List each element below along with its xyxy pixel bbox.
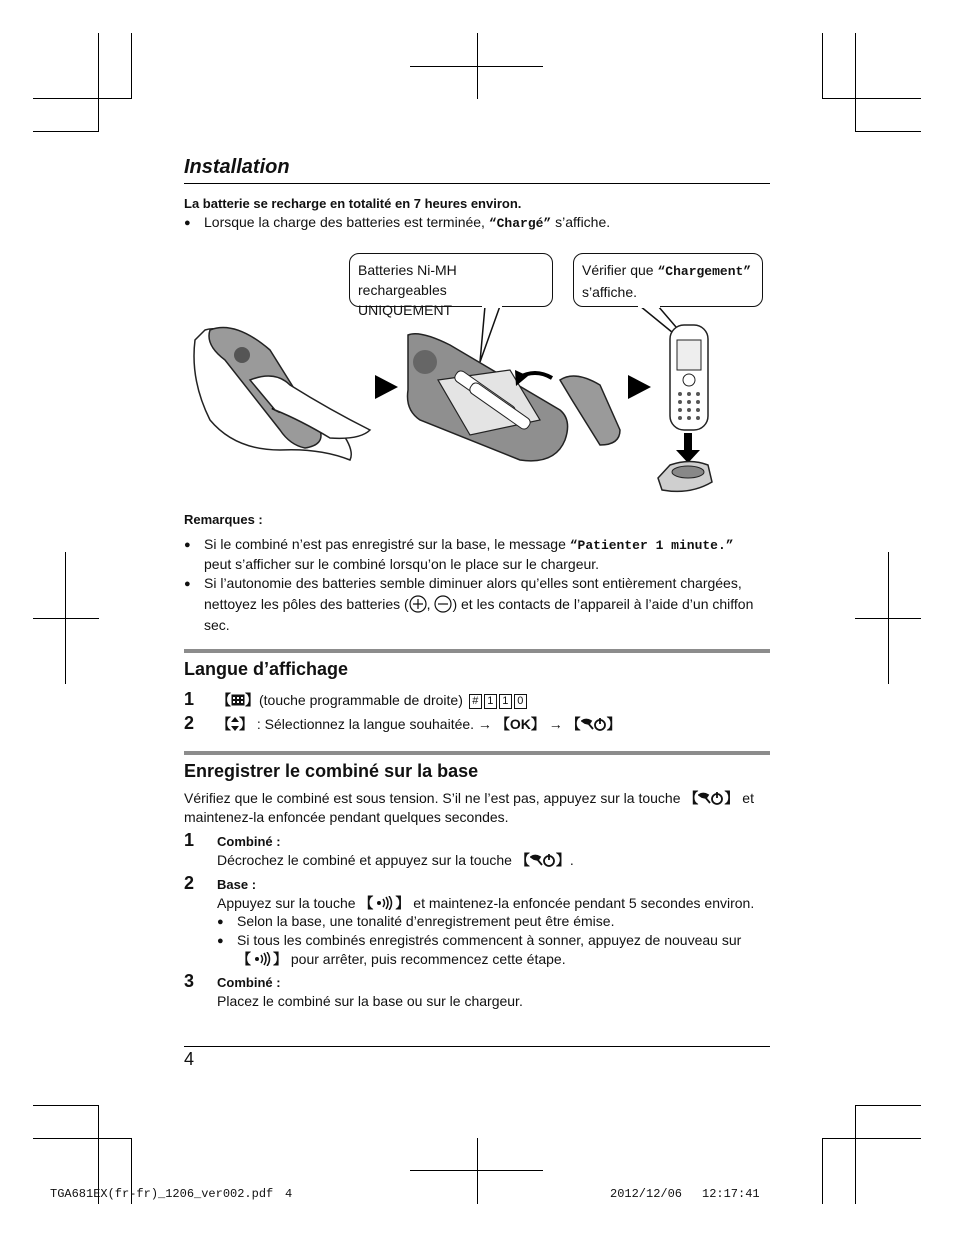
register-step1 — [217, 832, 574, 870]
langue-step1-text: (touche programmable de droite) — [259, 692, 463, 708]
dial-key-1b: 1 — [499, 694, 512, 709]
note-item-2-text: nettoyez les pôles des batteries ( — [204, 596, 409, 612]
footer-page: 4 — [285, 1187, 293, 1201]
callout-tail-left — [480, 306, 500, 362]
register-step1-number: 1 — [184, 830, 195, 850]
handset-charger-icon — [658, 325, 712, 491]
section-rule — [184, 183, 770, 184]
handset-back-icon — [194, 328, 370, 461]
footer-filename: TGA681EX(fr-fr)_1206_ver002.pdf — [50, 1187, 274, 1201]
note-item-2 — [204, 573, 770, 636]
dial-key-1a: 1 — [484, 694, 497, 709]
dial-key-0: 0 — [514, 694, 527, 709]
footer-date: 2012/12/06 — [610, 1187, 683, 1201]
callout-batteries — [349, 253, 553, 318]
langue-step2-text: : Sélectionnez la langue souhaitée. → — [253, 716, 496, 732]
langue-step1-number: 1 — [184, 689, 195, 709]
note-item-1-code: “Patienter 1 minute.” — [569, 538, 734, 553]
register-intro — [184, 789, 770, 827]
register-step2-bullet2-line2: pour arrêter, puis recommencez cette étape. — [287, 951, 566, 967]
locator-key-icon-2: 【 】 — [237, 951, 287, 967]
off-power-key-icon: 【 】 — [566, 716, 621, 732]
langue-title: Langue d’affichage — [184, 659, 349, 679]
callout-charging-line2: s’affiche. — [582, 284, 637, 300]
langue-step2-number: 2 — [184, 713, 195, 733]
section-bar-langue — [184, 649, 770, 653]
register-step3-text: Placez le combiné sur la base ou sur le chargeur. — [217, 993, 523, 1009]
battery-bullet-end: s’affiche. — [551, 214, 611, 230]
section-bar-register — [184, 751, 770, 755]
register-step2-bullet1: ● Selon la base, une tonalité d’enregistrement peut être émise. — [237, 912, 614, 931]
callout-charging-text: Vérifier que — [582, 262, 658, 278]
callout-charging-code: “Chargement” — [657, 264, 752, 279]
ok-key: 【OK】 — [495, 716, 545, 732]
dial-key-hash: # — [469, 694, 482, 709]
callout-charging — [573, 253, 763, 307]
battery-bullet-text: Lorsque la charge des batteries est terminée, — [204, 214, 489, 230]
note-item-1 — [204, 535, 770, 574]
footer-time: 12:17:41 — [702, 1187, 760, 1201]
callout-batteries-line1: Batteries Ni-MH rechargeables — [358, 262, 457, 298]
register-step2-bullet2 — [237, 931, 770, 969]
battery-compartment-icon — [408, 334, 621, 461]
register-step2-text: Appuyez sur la touche — [217, 895, 360, 911]
register-step3-number: 3 — [184, 971, 195, 991]
callout-batteries-line2: UNIQUEMENT — [358, 302, 453, 318]
page-number: 4 — [184, 1049, 195, 1069]
battery-minus-pole-icon — [434, 595, 452, 613]
register-intro-end: et — [738, 790, 754, 806]
register-step2 — [217, 875, 770, 913]
register-step3-label: Combiné : — [217, 975, 281, 990]
note-item-1-line2: peut s’afficher sur le combiné lorsqu’on le place sur le chargeur. — [204, 556, 600, 572]
register-step1-text: Décrochez le combiné et appuyez sur la touche — [217, 852, 516, 868]
register-step2-bullet2-line1: ● Si tous les combinés enregistrés commencent à sonner, appuyez de nouveau sur — [237, 932, 742, 948]
langue-step1 — [217, 691, 527, 710]
off-power-key-icon-3: 【 】 — [515, 852, 570, 868]
section-title: Installation — [184, 156, 290, 178]
off-power-key-icon-2: 【 】 — [684, 790, 739, 806]
note-item-2-sep: , — [426, 596, 435, 612]
note-item-2-text-after: ) et les contacts de l’appareil à l’aide d’un chiffon — [452, 596, 754, 612]
step-arrow-icon — [375, 375, 398, 399]
right-soft-key-icon: 【 】 — [217, 692, 259, 708]
battery-headline: La batterie se recharge en totalité en 7 heures environ. — [184, 196, 522, 211]
step-arrow-icon-2 — [628, 375, 651, 399]
note-item-2-line3: sec. — [204, 617, 230, 633]
register-title: Enregistrer le combiné sur la base — [184, 761, 479, 781]
register-intro-line2: maintenez-la enfoncée pendant quelques secondes. — [184, 809, 509, 825]
battery-bullet — [204, 213, 610, 233]
battery-installation-illustration — [180, 300, 770, 500]
register-step2-text-after: et maintenez-la enfoncée pendant 5 secondes environ. — [409, 895, 755, 911]
register-step1-end: . — [569, 852, 574, 868]
footer-rule — [184, 1046, 770, 1047]
battery-plus-pole-icon — [409, 595, 427, 613]
langue-step2 — [217, 715, 621, 734]
register-step2-number: 2 — [184, 873, 195, 893]
register-intro-text: Vérifiez que le combiné est sous tension. S’il ne l’est pas, appuyez sur la touche — [184, 790, 685, 806]
register-step2-label: Base : — [217, 877, 257, 892]
register-step3 — [217, 973, 523, 1011]
notes-title: Remarques : — [184, 512, 263, 527]
note-item-2-line1: ● Si l’autonomie des batteries semble diminuer alors qu’elles sont entièrement chargées, — [204, 575, 742, 591]
langue-step2-arrow: → — [544, 716, 567, 732]
note-item-1-text: Si le combiné n’est pas enregistré sur la base, le message — [204, 536, 570, 552]
charge-status-code: “Chargé” — [488, 216, 552, 231]
register-step1-label: Combiné : — [217, 834, 281, 849]
locator-key-icon: 【 】 — [359, 895, 410, 911]
nav-up-down-key-icon: 【 】 — [217, 716, 253, 732]
